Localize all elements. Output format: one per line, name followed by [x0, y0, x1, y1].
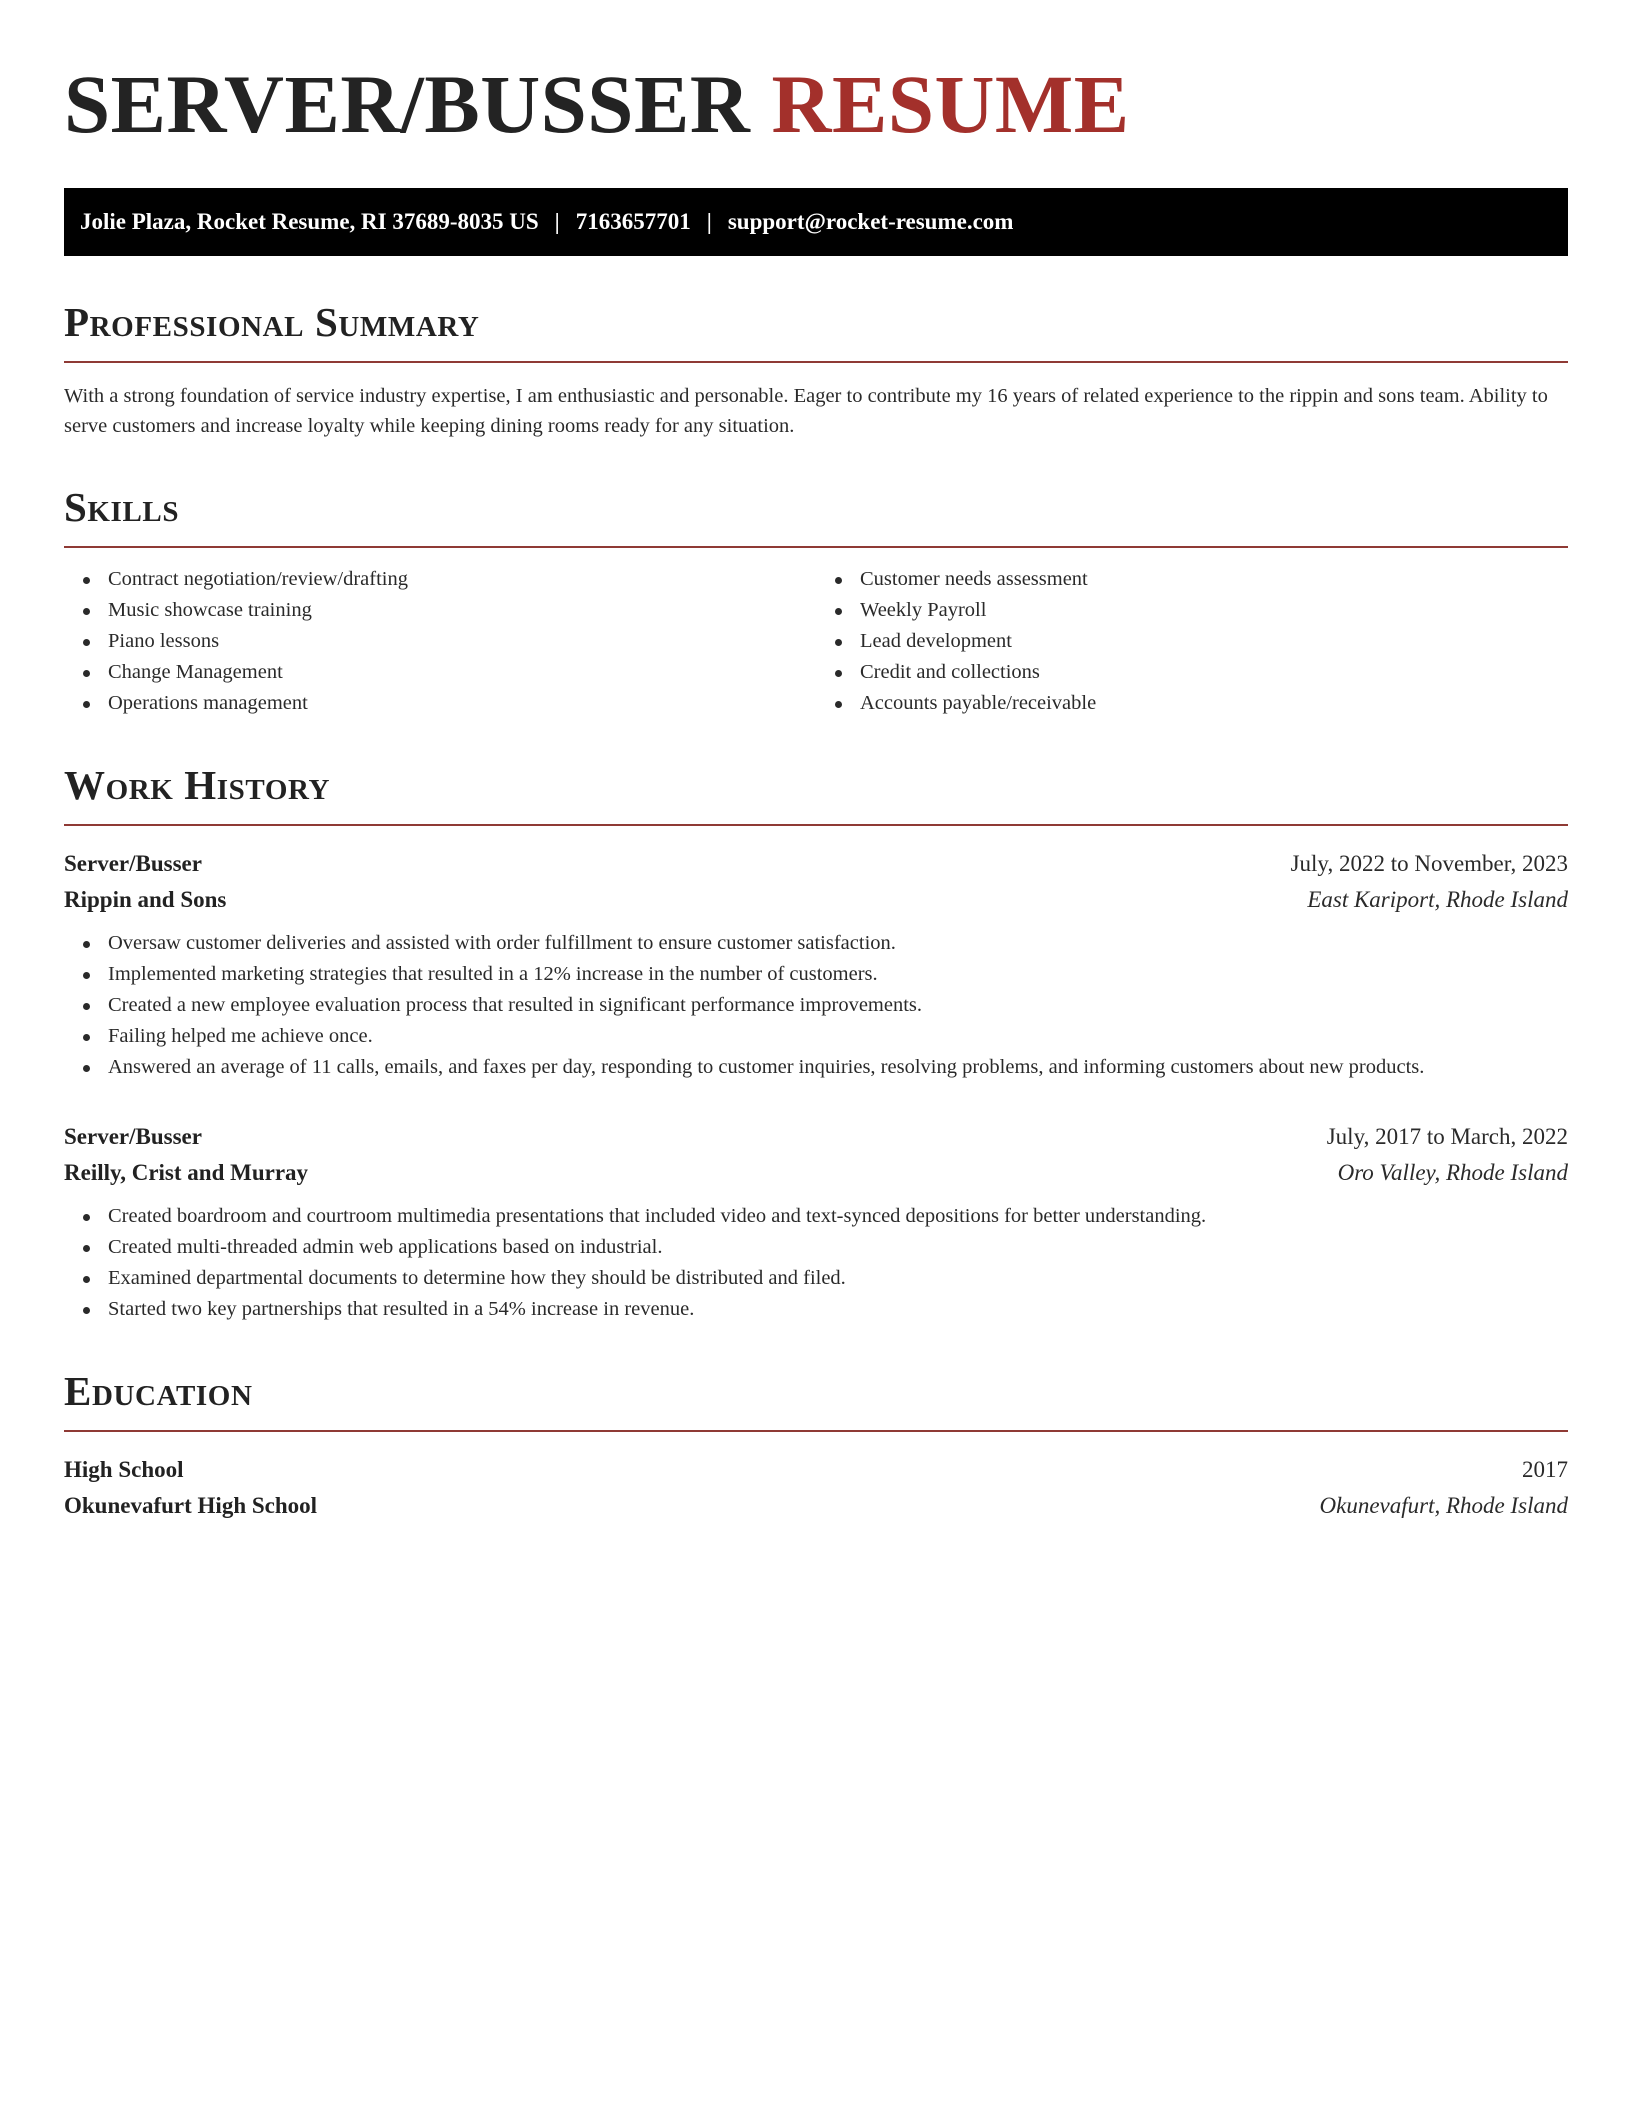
- section-divider: [64, 824, 1568, 826]
- job-header-row: [64, 1119, 1568, 1155]
- job-bullet: Created multi-threaded admin web applications based on industrial.: [64, 1232, 1568, 1263]
- job-bullet: Started two key partnerships that resulted in a 54% increase in revenue.: [64, 1294, 1568, 1325]
- skills-list-left: [64, 564, 816, 719]
- job-entry: [64, 846, 1568, 1083]
- section-heading-summary: Professional Summary: [64, 299, 480, 345]
- contact-email: support@rocket-resume.com: [727, 209, 1014, 234]
- contact-separator: |: [554, 209, 560, 234]
- job-bullet: Failing helped me achieve once.: [64, 1021, 1568, 1052]
- job-dates: July, 2022 to November, 2023: [1290, 851, 1568, 876]
- job-entry: [64, 1119, 1568, 1325]
- contact-bar: [64, 188, 1568, 256]
- job-bullet: Implemented marketing strategies that resulted in a 12% increase in the number of customers.: [64, 959, 1568, 990]
- education-location: Okunevafurt, Rhode Island: [1319, 1493, 1568, 1518]
- work-history-section: [64, 761, 1568, 1325]
- section-heading-work-history: Work History: [64, 762, 331, 808]
- job-location: Oro Valley, Rhode Island: [1337, 1160, 1568, 1185]
- skill-item: Credit and collections: [816, 657, 1568, 688]
- job-bullet: Examined departmental documents to determine how they should be distributed and filed.: [64, 1263, 1568, 1294]
- skill-item: Contract negotiation/review/drafting: [64, 564, 816, 595]
- skill-item: Weekly Payroll: [816, 595, 1568, 626]
- section-divider: [64, 546, 1568, 548]
- page-title: [64, 58, 1568, 150]
- professional-summary-section: [64, 298, 1568, 441]
- job-bullets: [64, 1201, 1568, 1325]
- section-divider: [64, 1430, 1568, 1432]
- contact-phone: 7163657701: [575, 209, 691, 234]
- job-location: East Kariport, Rhode Island: [1307, 887, 1568, 912]
- title-main: SERVER/BUSSER: [64, 58, 751, 150]
- section-divider: [64, 361, 1568, 363]
- skill-item: Change Management: [64, 657, 816, 688]
- skill-item: Piano lessons: [64, 626, 816, 657]
- summary-text: With a strong foundation of service industry expertise, I am enthusiastic and personable. Eager to contribute my 16 years of related experience to the rippin and sons team. Ability to serve customers and increase loyalty while keeping dining rooms ready for any situation.: [64, 385, 1548, 437]
- education-section: [64, 1367, 1568, 1524]
- education-year: 2017: [1522, 1457, 1568, 1482]
- skill-item: Customer needs assessment: [816, 564, 1568, 595]
- education-entry: [64, 1452, 1568, 1524]
- contact-address: Jolie Plaza, Rocket Resume, RI 37689-8035 US: [80, 209, 539, 234]
- job-title: Server/Busser: [64, 851, 202, 876]
- skill-item: Lead development: [816, 626, 1568, 657]
- job-bullet: Answered an average of 11 calls, emails, and faxes per day, responding to customer inquiries, resolving problems, and informing customers about new products.: [64, 1052, 1568, 1083]
- job-title: Server/Busser: [64, 1124, 202, 1149]
- job-bullet: Oversaw customer deliveries and assisted with order fulfillment to ensure customer satisfaction.: [64, 928, 1568, 959]
- skill-item: Accounts payable/receivable: [816, 688, 1568, 719]
- section-heading-skills: Skills: [64, 484, 180, 530]
- skill-item: Music showcase training: [64, 595, 816, 626]
- contact-separator: |: [706, 209, 712, 234]
- education-school-row: [64, 1488, 1568, 1524]
- job-company-row: [64, 882, 1568, 918]
- education-degree-row: [64, 1452, 1568, 1488]
- skill-item: Operations management: [64, 688, 816, 719]
- section-heading-education: Education: [64, 1368, 253, 1414]
- job-bullet: Created a new employee evaluation process that resulted in significant performance improvements.: [64, 990, 1568, 1021]
- skills-list-right: [816, 564, 1568, 719]
- job-company: Reilly, Crist and Murray: [64, 1160, 309, 1185]
- education-degree: High School: [64, 1457, 184, 1482]
- job-header-row: [64, 846, 1568, 882]
- job-dates: July, 2017 to March, 2022: [1326, 1124, 1568, 1149]
- skills-section: [64, 483, 1568, 719]
- skills-columns: [64, 564, 1568, 719]
- education-school: Okunevafurt High School: [64, 1493, 318, 1518]
- title-accent: RESUME: [771, 58, 1130, 150]
- job-bullet: Created boardroom and courtroom multimedia presentations that included video and text-synced depositions for better understanding.: [64, 1201, 1568, 1232]
- job-bullets: [64, 928, 1568, 1083]
- job-company-row: [64, 1155, 1568, 1191]
- job-company: Rippin and Sons: [64, 887, 227, 912]
